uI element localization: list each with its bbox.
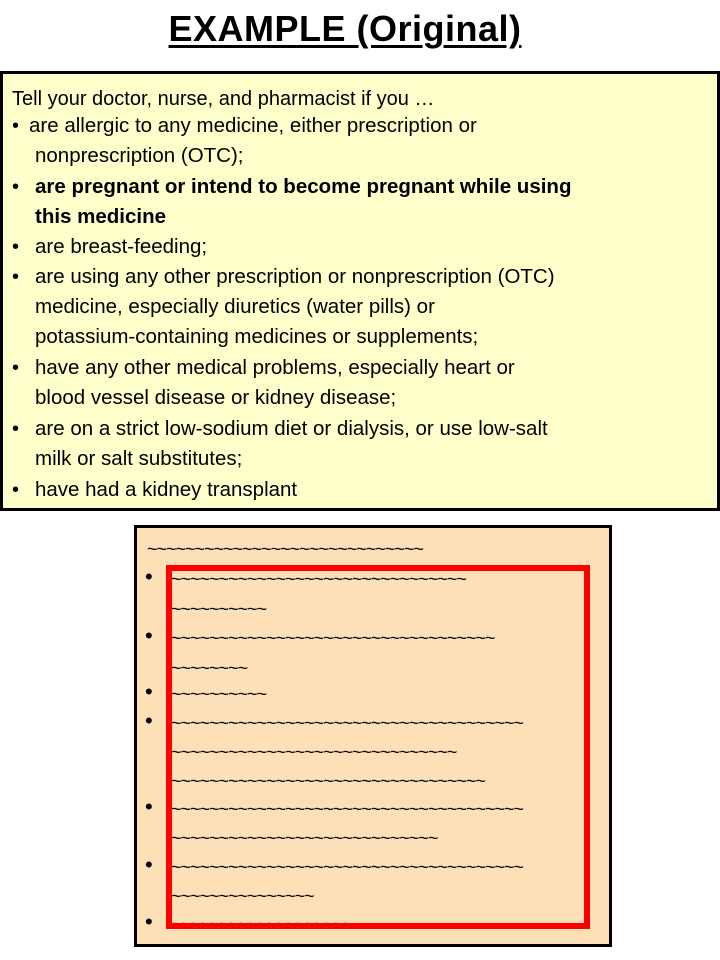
bullet-icon: • xyxy=(145,679,153,704)
placeholder-line: ~~~~~~~~~~~~~~~~~~~~~~~~~~~~~~ xyxy=(171,742,457,762)
list-item-line: medicine, especially diuretics (water pills) or xyxy=(35,295,435,318)
placeholder-intro: ~~~~~~~~~~~~~~~~~~~~~~~~~~~~~ xyxy=(147,539,423,559)
bullet-icon: • xyxy=(12,176,20,198)
list-item-line: are allergic to any medicine, either prescription or xyxy=(29,114,477,137)
bullet-icon: • xyxy=(12,236,20,258)
page-title: EXAMPLE (Original) xyxy=(168,8,522,49)
list-item-line: milk or salt substitutes; xyxy=(35,447,243,470)
list-item-line: have any other medical problems, especially heart or xyxy=(35,356,515,379)
placeholder-line: ~~~~~~~~~~~~~~~ xyxy=(171,886,314,906)
bullet-icon: • xyxy=(12,115,20,137)
list-item-line: are using any other prescription or nonprescription (OTC) xyxy=(35,265,555,288)
bullet-icon: • xyxy=(145,623,153,648)
original-text-box xyxy=(0,71,720,511)
bullet-icon: • xyxy=(12,357,20,379)
list-item-line: are pregnant or intend to become pregnant while using xyxy=(35,175,572,198)
list-item-line: blood vessel disease or kidney disease; xyxy=(35,386,397,409)
intro-text: Tell your doctor, nurse, and pharmacist if you … xyxy=(12,88,435,110)
placeholder-line: ~~~~~~~~~~~~~~~~~~~~~~~~~~~~~~~~~~~~~ xyxy=(171,799,523,819)
bullet-icon: • xyxy=(145,794,153,819)
placeholder-line: ~~~~~~~~~~ xyxy=(171,684,267,704)
list-item-line: potassium-containing medicines or supplements; xyxy=(35,325,479,348)
list-item-line: have had a kidney transplant xyxy=(35,478,298,501)
placeholder-line: ~~~~~~~~ xyxy=(171,658,248,678)
placeholder-line: ~~~~~~~~~~~~~~~~~~~~~~~~~~~~~~~~~ xyxy=(171,771,485,791)
placeholder-line: ~~~~~~~~~~~~~~~~~~~~~~~~~~~~~~~~~~ xyxy=(171,628,495,648)
placeholder-line: ~~~~~~~~~~~~~~~~~~~~~~~~~~~~~~~ xyxy=(171,569,466,589)
bullet-icon: • xyxy=(12,479,20,501)
placeholder-line: ~~~~~~~~~~~~~~~~~~~~~~~~~~~~ xyxy=(171,828,438,848)
list-item-line: this medicine xyxy=(35,205,167,228)
bullet-icon: • xyxy=(12,418,20,440)
list-item-line: nonprescription (OTC); xyxy=(35,144,244,167)
placeholder-line: ~~~~~~~~~~~~~~~~~~~~~~~~~~~~~~~~~~~~~ xyxy=(171,713,523,733)
bullet-icon: • xyxy=(145,708,153,733)
bullet-icon: • xyxy=(145,909,153,934)
list-item-line: are breast-feeding; xyxy=(35,235,208,258)
list-item-line: are on a strict low-sodium diet or dialysis, or use low-salt xyxy=(35,417,548,440)
placeholder-line: ~~~~~~~~~~~~~~~~~~~ xyxy=(171,914,352,934)
bullet-icon: • xyxy=(145,564,153,589)
placeholder-line: ~~~~~~~~~~~~~~~~~~~~~~~~~~~~~~~~~~~~~ xyxy=(171,857,523,877)
highlight-rectangle xyxy=(166,565,590,929)
bullet-icon: • xyxy=(145,852,153,877)
bullet-icon: • xyxy=(12,266,20,288)
placeholder-line: ~~~~~~~~~~ xyxy=(171,599,267,619)
